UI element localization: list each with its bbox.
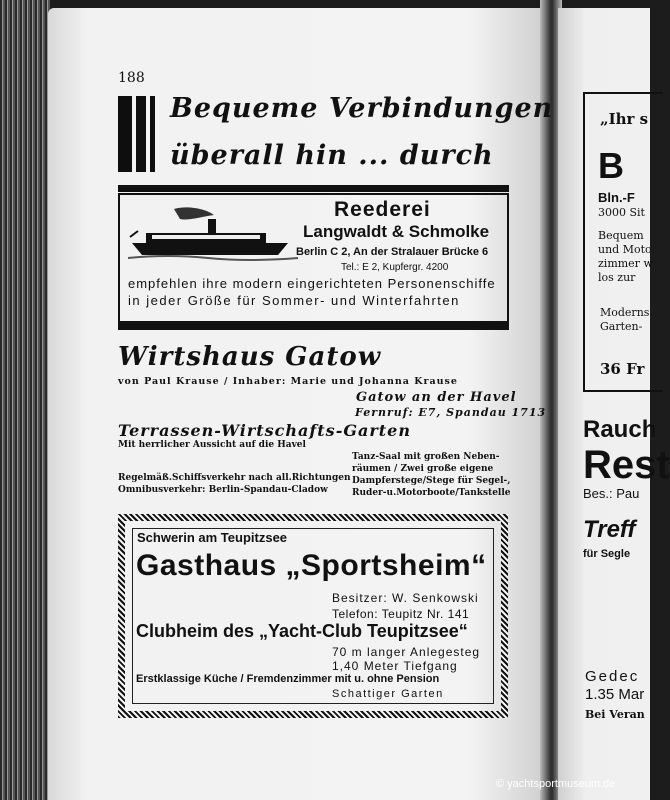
- reederei-title: Reederei: [334, 198, 431, 221]
- right-text: Rest: [583, 443, 670, 487]
- wirtshaus-location: Gatow an der Havel: [356, 390, 517, 405]
- right-text: Bequem und Moto zimmer w los zur: [598, 229, 653, 284]
- sportsheim-owner: Besitzer: W. Senkowski: [332, 591, 479, 605]
- company-address: Berlin C 2, An der Stralauer Brücke 6: [296, 246, 489, 258]
- ad-text-line1: empfehlen ihre modern eingerichteten Personenschiffe: [128, 276, 496, 291]
- right-text: Treff: [583, 516, 636, 543]
- ad-text-line2: in jeder Größe für Sommer- und Winterfahrten: [128, 293, 460, 308]
- wirtshaus-phone: Fernruf: E7, Spandau 1713: [355, 406, 547, 419]
- dance-hall-line: räumen / Zwei große eigene: [352, 464, 494, 474]
- wirtshaus-title: Wirtshaus Gatow: [118, 342, 382, 372]
- sportsheim-club: Clubheim des „Yacht-Club Teupitzsee“: [136, 621, 468, 641]
- headline-line2: überall hin ... durch: [170, 140, 494, 171]
- right-big-letter: B: [598, 145, 624, 186]
- page-number: 188: [118, 70, 145, 86]
- traffic-line: Omnibusverkehr: Berlin-Spandau-Cladow: [118, 485, 328, 495]
- steamship-icon: [128, 205, 300, 268]
- traffic-line: Regelmäß.Schiffsverkehr nach all.Richtungen: [118, 473, 351, 483]
- wirtshaus-view: Mit herrlicher Aussicht auf die Havel: [118, 440, 306, 450]
- dance-hall-line: Ruder-u.Motorboote/Tankstelle: [352, 488, 511, 498]
- right-text: 3000 Sit: [598, 206, 645, 219]
- right-text: Gedec: [585, 668, 640, 685]
- wirtshaus-owners: von Paul Krause / Inhaber: Marie und Johanna Krause: [118, 376, 458, 387]
- company-name: Langwaldt & Schmolke: [303, 222, 490, 241]
- dance-hall-line: Tanz-Saal mit großen Neben-: [352, 452, 500, 462]
- right-text: Bes.: Pau: [583, 486, 640, 501]
- right-text: Rauch: [583, 416, 657, 443]
- dance-hall-line: Dampferstege/Stege für Segel-,: [352, 476, 511, 486]
- sportsheim-phone: Telefon: Teupitz Nr. 141: [332, 607, 470, 621]
- sportsheim-garden: Schattiger Garten: [332, 688, 444, 700]
- divider: [118, 323, 509, 330]
- copyright-watermark: © yachtsportmuseum.de: [496, 778, 616, 790]
- sportsheim-kitchen: Erstklassige Küche / Fremdenzimmer mit u. ohne Pension: [136, 673, 440, 685]
- headline-line1: Bequeme Verbindungen: [170, 93, 554, 124]
- company-phone: Tel.: E 2, Kupfergr. 4200: [341, 262, 449, 273]
- decorative-bar: [136, 96, 146, 172]
- right-text: 36 Fr: [600, 360, 645, 378]
- sportsheim-title: Gasthaus „Sportsheim“: [136, 549, 487, 582]
- sportsheim-jetty: 70 m langer Anlegesteg: [332, 645, 481, 659]
- right-text: Bln.-F: [598, 190, 635, 205]
- right-text: Bei Veran: [585, 708, 645, 721]
- sportsheim-depth: 1,40 Meter Tiefgang: [332, 659, 458, 673]
- right-text: „Ihr s: [600, 110, 649, 128]
- decorative-bar: [150, 96, 155, 172]
- sportsheim-place: Schwerin am Teupitzsee: [137, 530, 288, 545]
- divider: [118, 185, 509, 192]
- right-text: 1.35 Mar: [585, 686, 645, 703]
- decorative-bar: [118, 96, 132, 172]
- right-text: Moderns Garten-: [600, 306, 650, 333]
- right-text: für Segle: [583, 548, 631, 560]
- wirtshaus-garden: Terrassen-Wirtschafts-Garten: [118, 421, 411, 440]
- book-page-edges: [0, 0, 50, 800]
